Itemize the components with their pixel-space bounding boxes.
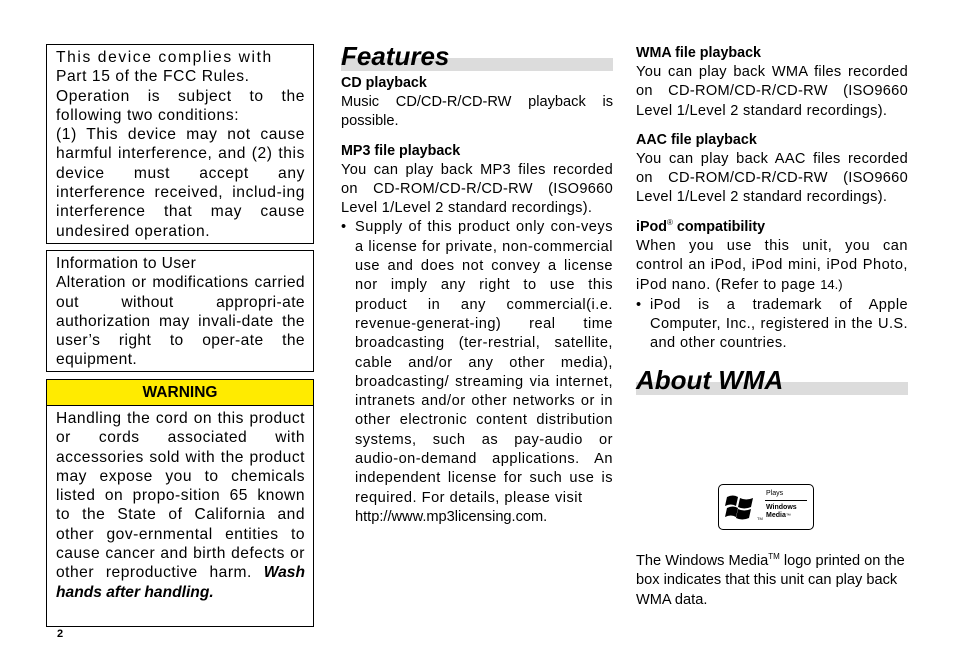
wma-playback-text: You can play back WMA files recorded on CD-ROM/CD-R/CD-RW (ISO9660 Level 1/Level 2 standard recordings). bbox=[636, 64, 908, 119]
bullet-icon: • bbox=[636, 296, 642, 313]
mp3-licensing-url: http://www.mp3licensing.com. bbox=[355, 508, 548, 525]
fcc-line-3: Operation is subject to the following two conditions: bbox=[56, 87, 305, 124]
about-wma-title: About WMA bbox=[636, 364, 784, 395]
warning-box bbox=[46, 379, 314, 627]
fcc-line-4: (1) This device may not cause harmful interference, and (2) this device must accept any interference received, includ-ing interference that may cause undesired operation. bbox=[56, 126, 305, 240]
fcc-notice-box bbox=[46, 44, 314, 244]
wma-playback-heading: WMA file playback bbox=[636, 45, 761, 61]
logo-divider bbox=[765, 500, 807, 501]
fcc-line-2: Part 15 of the FCC Rules. bbox=[56, 68, 250, 86]
features-section-title bbox=[341, 41, 613, 72]
windows-flag-icon bbox=[725, 491, 755, 523]
right-column bbox=[636, 44, 908, 396]
warning-body: Handling the cord on this product or cords associated with accessories sold with the product may expose you to chemicals listed on propo-sition 65 known to the State of California and other gov-ernmental entities to cause cancer and birth defects or other reproductive harm. bbox=[56, 410, 305, 582]
aac-playback-heading: AAC file playback bbox=[636, 131, 757, 148]
info-to-user-body: Alteration or modifications carried out without appropri-ate authorization may invali-date the user’s right to oper-ate the equipment. bbox=[56, 274, 305, 369]
ipod-compatibility-heading: iPod® compatibility bbox=[636, 218, 766, 235]
list-item bbox=[341, 218, 613, 527]
ipod-trademark-text: iPod is a trademark of Apple Computer, Inc., registered in the U.S. and other countries. bbox=[650, 296, 908, 352]
mp3-license-list bbox=[341, 218, 613, 527]
mp3-playback-text: You can play back MP3 files recorded on CD-ROM/CD-R/CD-RW (ISO9660 Level 1/Level 2 standard recordings). bbox=[341, 161, 613, 217]
warning-emphasis: Wash hands after handling. bbox=[56, 564, 305, 601]
cd-playback-text: Music CD/CD-R/CD-RW playback is possible. bbox=[341, 94, 613, 130]
registered-mark: ® bbox=[666, 218, 673, 228]
aac-playback-text: You can play back AAC files recorded on CD-ROM/CD-R/CD-RW (ISO9660 Level 1/Level 2 standard recordings). bbox=[636, 150, 908, 206]
ipod-trademark-list bbox=[636, 296, 908, 354]
mp3-license-text: Supply of this product only con-veys a license for private, non-commercial use and does not convey a license nor imply any right to use this product in any commercial(i.e. revenue-generat-ing) real time broadcasting (ter-restrial, satellite, cable and/or any other media), broadcasting/ streaming via internet, intranets and/or other networks or in other electronic content distribution systems, such as pay-audio or audio-on-demand applications. An independent license for such use is required. For details, please visit bbox=[355, 219, 613, 506]
features-title: Features bbox=[341, 41, 450, 71]
page-number: 2 bbox=[57, 628, 64, 640]
cd-playback-heading: CD playback bbox=[341, 75, 427, 91]
logo-tm: TM bbox=[757, 516, 763, 521]
info-to-user-title: Information to User bbox=[56, 255, 197, 272]
warning-text bbox=[47, 406, 313, 602]
features-column bbox=[341, 41, 613, 527]
info-to-user-text bbox=[47, 251, 313, 370]
logo-windows-media-text: Windows Media™ bbox=[766, 504, 797, 519]
bullet-icon: • bbox=[341, 219, 347, 236]
fcc-line-1: This device complies with bbox=[56, 49, 273, 66]
about-wma-section-title bbox=[636, 364, 908, 396]
info-to-user-box bbox=[46, 250, 314, 372]
ipod-compatibility-text: When you use this unit, you can control an iPod, iPod mini, iPod Photo, iPod nano. (Refer to page 14.) bbox=[636, 237, 908, 294]
list-item bbox=[636, 296, 908, 354]
mp3-playback-heading: MP3 file playback bbox=[341, 142, 461, 159]
about-wma-text: The Windows Media™ logo printed on the box indicates that this unit can play back WMA data. bbox=[636, 552, 905, 608]
fcc-notice-text bbox=[47, 45, 313, 241]
logo-plays-text: Plays bbox=[766, 490, 784, 497]
windows-media-logo bbox=[718, 484, 814, 530]
warning-heading: WARNING bbox=[47, 380, 313, 406]
